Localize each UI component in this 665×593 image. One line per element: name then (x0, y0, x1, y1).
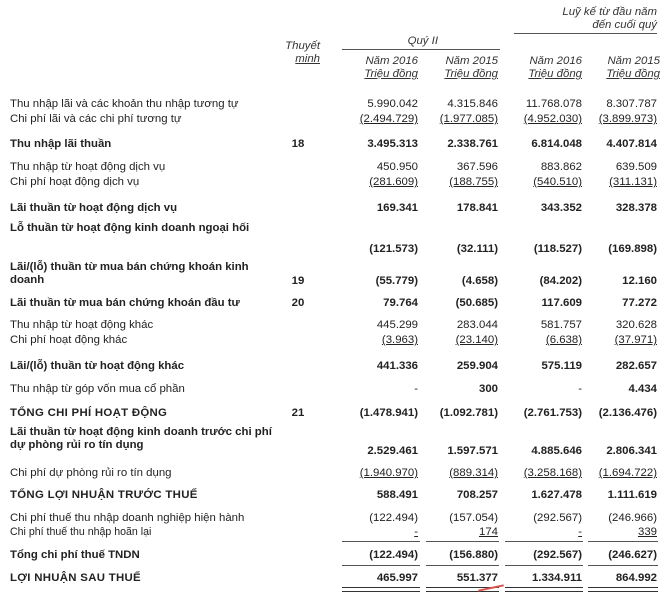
row-value: (84.202) (539, 275, 582, 287)
row-value: (2.136.476) (598, 407, 657, 419)
row-value: (50.685) (455, 297, 498, 309)
row-value: 79.764 (383, 297, 418, 309)
row-value: (157.054) (449, 512, 498, 524)
row-value: (540.510) (533, 176, 582, 188)
row-note: 21 (291, 407, 305, 419)
row-value: 12.160 (622, 275, 657, 287)
row-value: 639.509 (615, 161, 657, 173)
row-value: 708.257 (456, 489, 498, 501)
row-value: 1.334.911 (531, 572, 582, 584)
row-value: 4.315.846 (447, 98, 498, 110)
row-value: 2.529.461 (367, 445, 418, 457)
note-header-line1: Thuyết (285, 40, 320, 52)
row-value: (2.761.753) (523, 407, 582, 419)
row-label: Lãi/(lỗ) thuần từ hoạt động khác (10, 360, 185, 372)
row-label: Lãi thuần từ mua bán chứng khoán đầu tư (10, 297, 240, 309)
row-value: (1.977.085) (439, 113, 498, 125)
row-value: 445.299 (376, 319, 418, 331)
row-value: 575.119 (541, 360, 582, 372)
row-value: 259.904 (456, 360, 498, 372)
row-value: - (578, 526, 582, 538)
ytd-group-line1: Luỹ kế từ đầu năm (562, 6, 657, 18)
row-value: 77.272 (622, 297, 657, 309)
row-value: (292.567) (533, 512, 582, 524)
grand-total-double-rule (588, 587, 658, 592)
row-label: Lãi thuần từ hoạt động kinh doanh trước chi phí dự phòng rủi ro tín dụng (10, 426, 272, 451)
row-value: 551.377 (456, 572, 498, 584)
row-value: - (578, 383, 582, 395)
quarter-group-header (344, 35, 438, 48)
row-value: 3.495.313 (367, 138, 418, 150)
row-value: 588.491 (376, 489, 418, 501)
grand-total-double-rule (505, 587, 583, 592)
row-value: (23.140) (455, 334, 498, 346)
col4-unit: Triệu đồng (606, 68, 660, 80)
row-value: (3.963) (381, 334, 418, 346)
row-value: 178.841 (456, 202, 498, 214)
total-rule (426, 565, 499, 566)
row-value: 367.596 (456, 161, 498, 173)
row-value: 8.307.787 (606, 98, 657, 110)
row-value: 4.885.646 (531, 445, 582, 457)
col3-header (504, 55, 582, 81)
row-value: (55.779) (375, 275, 418, 287)
row-value: (188.755) (449, 176, 498, 188)
row-value: 174 (478, 526, 498, 538)
row-value: 1.597.571 (447, 445, 498, 457)
row-value: 343.352 (540, 202, 582, 214)
row-label: Chi phí hoạt động dịch vụ (10, 176, 140, 188)
row-label: Thu nhập lãi thuần (10, 138, 112, 150)
row-value: 117.609 (541, 297, 582, 309)
row-value: 4.407.814 (606, 138, 657, 150)
row-value: (311.131) (609, 176, 657, 188)
row-label: Tổng chi phí thuế TNDN (10, 549, 140, 561)
col2-year: Năm 2015 (445, 55, 498, 67)
row-value: (3.899.973) (598, 113, 657, 125)
row-value: (246.627) (608, 549, 657, 561)
row-label: Thu nhập từ hoạt động dịch vụ (10, 161, 166, 173)
row-value: (156.880) (449, 549, 498, 561)
row-value: (122.494) (369, 549, 418, 561)
row-label: Chi phí thuế thu nhập hoãn lại (10, 526, 152, 538)
quarter-group-rule (342, 49, 500, 50)
row-value: 581.757 (540, 319, 582, 331)
col2-header (420, 55, 498, 81)
row-value: 300 (478, 383, 498, 395)
row-value: (4.658) (461, 275, 498, 287)
row-value: 2.338.761 (447, 138, 498, 150)
row-label: Thu nhập từ góp vốn mua cổ phần (10, 383, 185, 395)
total-rule (505, 565, 583, 566)
row-value: 328.378 (615, 202, 657, 214)
row-value: 441.336 (376, 360, 418, 372)
row-value: (6.638) (545, 334, 582, 346)
row-value: 339 (637, 526, 657, 538)
note-header-line2: minh (295, 53, 320, 65)
note-column-header (270, 40, 320, 66)
row-value: 864.992 (615, 572, 657, 584)
row-value: 6.814.048 (531, 138, 582, 150)
col1-unit: Triệu đồng (364, 68, 418, 80)
row-value: 1.111.619 (607, 489, 657, 501)
quarter-group-label: Quý II (407, 35, 438, 47)
row-value: 1.627.478 (531, 489, 582, 501)
row-value: 169.341 (376, 202, 418, 214)
row-label: Chi phí hoạt động khác (10, 334, 128, 346)
row-value: (122.494) (369, 512, 418, 524)
subtotal-rule (342, 541, 420, 542)
row-value: (281.609) (369, 176, 418, 188)
row-value: 4.434 (628, 383, 657, 395)
row-value: (169.898) (608, 243, 657, 255)
row-label: TỔNG CHI PHÍ HOẠT ĐỘNG (10, 407, 168, 419)
row-note: 18 (291, 138, 305, 150)
row-value: (889.314) (449, 467, 498, 479)
row-value: (1.694.722) (598, 467, 657, 479)
row-label: Lỗ thuần từ hoạt động kinh doanh ngoại hối (10, 222, 250, 234)
subtotal-rule (426, 541, 499, 542)
col4-year: Năm 2015 (607, 55, 660, 67)
col4-header (582, 55, 660, 81)
row-value: (3.258.168) (523, 467, 582, 479)
row-value: (37.971) (614, 334, 657, 346)
ytd-group-rule (514, 33, 657, 34)
grand-total-double-rule (342, 587, 420, 592)
col1-header (340, 55, 418, 81)
row-value: (246.966) (608, 512, 657, 524)
subtotal-rule (505, 541, 583, 542)
ytd-group-line2: đến cuối quý (592, 19, 657, 31)
row-label: Chi phí thuế thu nhập doanh nghiệp hiện hành (10, 512, 245, 524)
total-rule (342, 565, 420, 566)
col3-unit: Triệu đồng (528, 68, 582, 80)
row-value: 282.657 (615, 360, 657, 372)
row-value: 450.950 (376, 161, 418, 173)
row-value: (292.567) (533, 549, 582, 561)
row-value: (118.527) (533, 243, 582, 255)
row-value: 11.768.078 (525, 98, 582, 110)
row-value: (2.494.729) (359, 113, 418, 125)
row-value: 283.044 (456, 319, 498, 331)
row-value: - (414, 526, 418, 538)
col3-year: Năm 2016 (529, 55, 582, 67)
row-label: Chi phí lãi và các chi phí tương tự (10, 113, 182, 125)
row-label: TỔNG LỢI NHUẬN TRƯỚC THUẾ (10, 489, 198, 501)
row-value: (1.478.941) (359, 407, 418, 419)
row-value: 883.862 (540, 161, 582, 173)
row-label: Chi phí dự phòng rủi ro tín dụng (10, 467, 172, 479)
row-value: (32.111) (456, 243, 498, 255)
row-label: Thu nhập từ hoạt động khác (10, 319, 154, 331)
row-value: (1.092.781) (439, 407, 498, 419)
row-value: 2.806.341 (606, 445, 657, 457)
row-value: (4.952.030) (523, 113, 582, 125)
subtotal-rule (588, 541, 658, 542)
row-note: 19 (291, 275, 305, 287)
row-note: 20 (291, 297, 305, 309)
row-value: - (414, 383, 418, 395)
row-value: 320.628 (615, 319, 657, 331)
col2-unit: Triệu đồng (444, 68, 498, 80)
row-value: 465.997 (376, 572, 418, 584)
col1-year: Năm 2016 (365, 55, 418, 67)
row-value: (1.940.970) (359, 467, 418, 479)
row-label: Lãi thuần từ hoạt động dịch vụ (10, 202, 178, 214)
row-value: 5.990.042 (367, 98, 418, 110)
row-label: Lãi/(lỗ) thuần từ mua bán chứng khoán kinh doanh (10, 261, 249, 286)
row-label: LỢI NHUẬN SAU THUẾ (10, 572, 141, 584)
row-label: Thu nhập lãi và các khoản thu nhập tương tự (10, 98, 239, 110)
ytd-group-header (520, 6, 657, 32)
row-value: (121.573) (369, 243, 418, 255)
total-rule (588, 565, 658, 566)
